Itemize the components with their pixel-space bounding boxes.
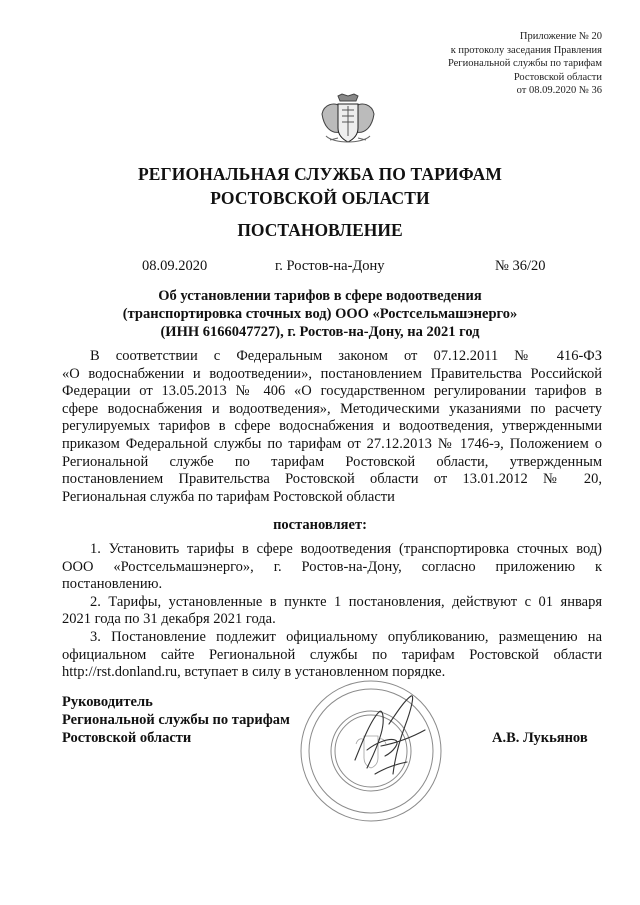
signatory-title-line: Ростовской области [62,730,192,746]
preamble-line: сфере водоснабжения и водоотведения», Методическими указаниями по расчету [62,400,602,417]
document-city: г. Ростов-на-Дону [275,258,385,274]
annex-line: Приложение № 20 [519,31,602,42]
signatory-title-line: Региональной службы по тарифам [62,712,290,728]
preamble-line: Региональная служба по тарифам Ростовской области [62,488,395,505]
preamble-paragraph [62,348,602,506]
subject-line: (ИНН 6166047727), г. Ростов-на-Дону, на 2021 год [160,324,480,340]
resolution-items [62,541,602,682]
item-line: постановлению. [62,576,163,593]
preamble-line: приказом Федеральной службы по тарифам от 27.12.2013 № 1746-э, Положением о [62,435,602,452]
annex-line: Региональной службы по тарифам [447,58,602,69]
document-type-title: ПОСТАНОВЛЕНИЕ [237,220,403,240]
annex-note [362,30,602,98]
document-number: № 36/20 [495,258,546,274]
handwritten-signature [345,690,435,790]
item-line: http://rst.donland.ru, вступает в силу в установленном порядке. [62,664,446,681]
preamble-line: Региональной службе по тарифам Ростовской области, утвержденным [62,453,602,470]
preamble-line: В соответствии с Федеральным законом от 07.12.2011 № 416-ФЗ [90,348,602,364]
signatory-title [62,693,290,747]
annex-line: к протоколу заседания Правления [450,44,602,56]
item-line: официальном сайте Региональной службы по тарифам Ростовской области [62,646,602,663]
item-line: 1. Установить тарифы в сфере водоотведения (транспортировка сточных вод) [90,541,602,557]
preamble-line: постановлением Правительства Ростовской области от 13.01.2012 № 20, [62,471,602,488]
signatory-title-line: Руководитель [62,694,153,710]
subject-line: (транспортировка сточных вод) ООО «Ростсельмашэнерго» [122,306,518,322]
annex-line: Ростовской области [513,71,602,83]
annex-line: от 08.09.2020 № 36 [516,85,602,96]
subject-line: Об установлении тарифов в сфере водоотведения [158,288,482,304]
resolves-label: постановляет: [273,517,367,533]
document-subject [0,287,640,341]
coat-of-arms-emblem [316,92,380,150]
document-date: 08.09.2020 [142,258,208,274]
organization-title-region: РОСТОВСКОЙ ОБЛАСТИ [210,188,430,208]
item-line: 2. Тарифы, установленные в пункте 1 постановления, действуют с 01 января [90,593,602,610]
preamble-line: Федерации от 13.05.2013 № 406 «О государственном регулировании тарифов в [62,383,602,400]
item-line: ООО «Ростсельмашэнерго», г. Ростов-на-Дону, согласно приложению к [62,558,602,575]
preamble-line: «О водоснабжении и водоотведении», постановлением Правительства Российской [62,365,602,382]
preamble-line: регулируемых тарифов в сфере водоснабжения и водоотведения, утвержденными [62,418,602,435]
signatory-name: А.В. Лукьянов [492,730,588,746]
item-line: 3. Постановление подлежит официальному опубликованию, размещению на [90,628,602,645]
item-line: 2021 года по 31 декабря 2021 года. [62,611,276,628]
organization-title: РЕГИОНАЛЬНАЯ СЛУЖБА ПО ТАРИФАМ [137,164,502,184]
